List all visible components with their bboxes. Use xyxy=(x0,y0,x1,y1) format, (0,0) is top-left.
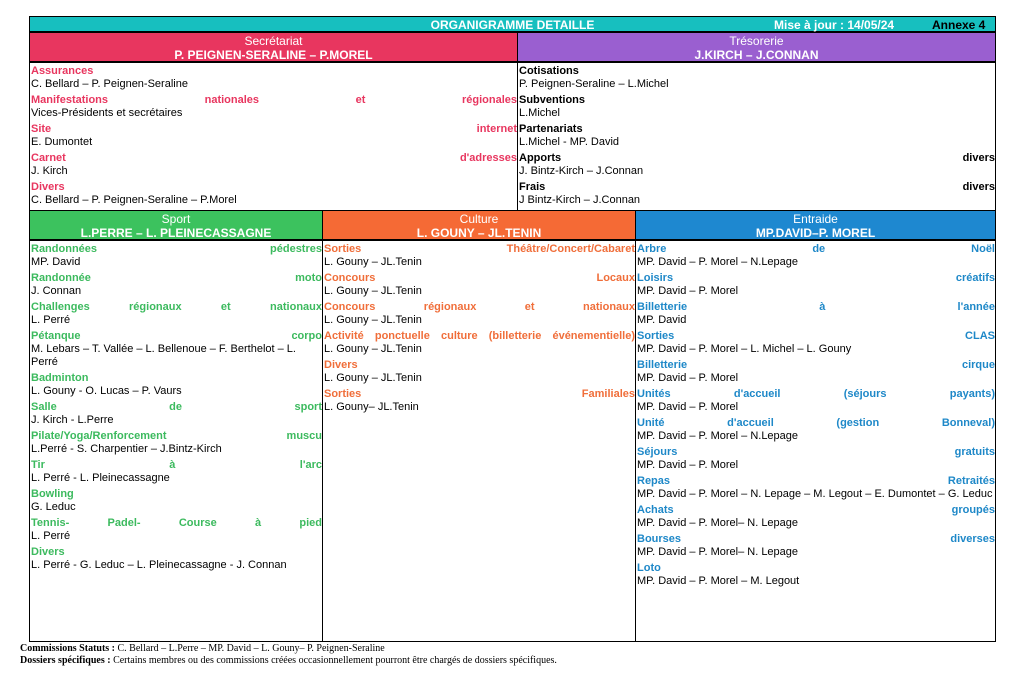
footer-statuts-label: Commissions Statuts : xyxy=(20,643,116,654)
entraide-title: Entraide xyxy=(793,212,838,226)
footer-dossiers-text: Certains membres ou des commissions créées occasionnellement pourront être chargés de dossiers spécifiques. xyxy=(110,655,557,666)
member-names: E. Dumontet xyxy=(31,136,93,148)
secretariat-leads: P. PEIGNEN-SERALINE – P.MOREL xyxy=(174,48,373,62)
member-names: MP. David – P. Morel – N. Lepage – M. Legout – E. Dumontet – G. Leduc xyxy=(637,488,993,500)
sport-leads: L.PERRE – L. PLEINECASSAGNE xyxy=(80,226,272,240)
member-names: J. Kirch xyxy=(31,165,68,177)
member-names: L. Gouny – JL.Tenin xyxy=(324,314,422,326)
category-label: Tennis- Padel- Course à pied xyxy=(31,517,322,529)
member-names: MP. David – P. Morel xyxy=(637,459,739,471)
member-names: L. Gouny – JL.Tenin xyxy=(324,256,422,268)
member-names: MP. David – P. Morel – L. Michel – L. Gouny xyxy=(637,343,852,355)
category-label: Carnet d'adresses xyxy=(31,152,517,164)
member-names: J. Bintz-Kirch – J.Connan xyxy=(519,165,644,177)
sport-title: Sport xyxy=(161,212,191,226)
member-names: MP. David – P. Morel xyxy=(637,285,739,297)
member-names: L. Perré - L. Pleinecassagne xyxy=(31,472,170,484)
member-names: L. Gouny – JL.Tenin xyxy=(324,343,422,355)
member-names: L. Perré - G. Leduc – L. Pleinecassagne - J. Connan xyxy=(31,559,287,571)
category-label: Divers xyxy=(324,359,358,371)
entraide-leads: MP.DAVID–P. MOREL xyxy=(755,226,876,240)
member-names: P. Peignen-Seraline – L.Michel xyxy=(519,78,669,90)
culture-leads: L. GOUNY – JL.TENIN xyxy=(416,226,542,240)
category-label: Loto xyxy=(637,562,661,574)
member-names: C. Bellard – P. Peignen-Seraline – P.Morel xyxy=(31,194,237,206)
tresorerie-cell xyxy=(517,62,996,211)
member-names: Vices-Présidents et secrétaires xyxy=(31,107,183,119)
member-names: L. Gouny– JL.Tenin xyxy=(324,401,419,413)
category-label: Loisirs créatifs xyxy=(637,272,995,284)
member-names: MP. David – P. Morel – M. Legout xyxy=(637,575,800,587)
member-names: MP. David – P. Morel– N. Lepage xyxy=(637,517,799,529)
member-names: MP. David – P. Morel – N.Lepage xyxy=(637,430,799,442)
member-names: L. Perré xyxy=(31,530,71,542)
category-label: Séjours gratuits xyxy=(637,446,995,458)
category-label: Partenariats xyxy=(519,123,583,135)
footer-dossiers-label: Dossiers spécifiques : xyxy=(20,655,111,666)
sport-cell xyxy=(29,240,323,642)
footer xyxy=(20,643,1000,667)
member-names: MP. David – P. Morel xyxy=(637,401,739,413)
secretariat-header xyxy=(29,32,518,62)
member-names: C. Bellard – P. Peignen-Seraline xyxy=(31,78,188,90)
category-label: Arbre de Noël xyxy=(637,243,995,255)
footer-dossiers xyxy=(20,655,1000,667)
entraide-cell xyxy=(635,240,996,642)
category-label: Unité d'accueil (gestion Bonneval) xyxy=(637,417,995,429)
member-names: M. Lebars – T. Vallée – L. Bellenoue – F. Berthelot – L. Perré xyxy=(31,343,296,368)
category-label: Bowling xyxy=(31,488,74,500)
sport-header xyxy=(29,210,323,240)
tresorerie-title: Trésorerie xyxy=(729,34,784,48)
category-label: Tir à l'arc xyxy=(31,459,322,471)
category-label: Badminton xyxy=(31,372,89,384)
footer-statuts xyxy=(20,643,1000,655)
category-label: Cotisations xyxy=(519,65,579,77)
member-names: L. Gouny – JL.Tenin xyxy=(324,285,422,297)
member-names: MP. David – P. Morel– N. Lepage xyxy=(637,546,799,558)
member-names: L.Michel xyxy=(519,107,560,119)
title-bar xyxy=(29,16,996,32)
member-names: L. Gouny - O. Lucas – P. Vaurs xyxy=(31,385,182,397)
category-label: Challenges régionaux et nationaux xyxy=(31,301,322,313)
category-label: Billetterie à l'année xyxy=(637,301,995,313)
category-label: Divers xyxy=(31,546,65,558)
category-label: Manifestations nationales et régionales xyxy=(31,94,517,106)
category-label: Billetterie cirque xyxy=(637,359,995,371)
member-names: MP. David – P. Morel xyxy=(637,372,739,384)
tresorerie-leads: J.KIRCH – J.CONNAN xyxy=(694,48,819,62)
category-label: Assurances xyxy=(31,65,94,77)
tresorerie-header xyxy=(517,32,996,62)
member-names: J Bintz-Kirch – J.Connan xyxy=(519,194,641,206)
member-names: MP. David xyxy=(31,256,81,268)
footer-statuts-text: C. Bellard – L.Perre – MP. David – L. Gouny– P. Peignen-Seraline xyxy=(115,643,385,654)
member-names: L. Perré xyxy=(31,314,71,326)
category-label: Pilate/Yoga/Renforcement muscu xyxy=(31,430,322,442)
category-label: Subventions xyxy=(519,94,586,106)
category-label: Sorties Familiales xyxy=(324,388,635,400)
category-label: Salle de sport xyxy=(31,401,322,413)
update-date: Mise à jour : 14/05/24 xyxy=(774,18,895,32)
category-label: Concours Locaux xyxy=(324,272,635,284)
category-label: Pétanque corpo xyxy=(31,330,322,342)
category-label: Repas Retraités xyxy=(637,475,995,487)
category-label: Randonnée moto xyxy=(31,272,322,284)
member-names: J. Connan xyxy=(31,285,82,297)
category-label: Sorties CLAS xyxy=(637,330,995,342)
member-names: J. Kirch - L.Perre xyxy=(31,414,114,426)
member-names: L.Michel - MP. David xyxy=(519,136,620,148)
member-names: L.Perré - S. Charpentier – J.Bintz-Kirch xyxy=(31,443,222,455)
category-label: Activité ponctuelle culture (billetterie événementielle) xyxy=(324,330,635,342)
member-names: MP. David xyxy=(637,314,687,326)
entraide-header xyxy=(635,210,996,240)
category-label: Site internet xyxy=(31,123,517,135)
category-label: Unités d'accueil (séjours payants) xyxy=(637,388,995,400)
category-label: Apports divers xyxy=(519,152,995,164)
page-title: ORGANIGRAMME DETAILLE xyxy=(430,18,595,32)
category-label: Randonnées pédestres xyxy=(31,243,322,255)
member-names: L. Gouny – JL.Tenin xyxy=(324,372,422,384)
secretariat-title: Secrétariat xyxy=(244,34,303,48)
culture-header xyxy=(322,210,636,240)
culture-title: Culture xyxy=(459,212,499,226)
member-names: MP. David – P. Morel – N.Lepage xyxy=(637,256,799,268)
category-label: Bourses diverses xyxy=(637,533,995,545)
annex-label: Annexe 4 xyxy=(932,18,986,32)
culture-cell xyxy=(322,240,636,642)
category-label: Divers xyxy=(31,181,65,193)
secretariat-cell xyxy=(29,62,518,211)
category-label: Concours régionaux et nationaux xyxy=(324,301,635,313)
category-label: Achats groupés xyxy=(637,504,995,516)
member-names: G. Leduc xyxy=(31,501,76,513)
category-label: Sorties Théâtre/Concert/Cabaret xyxy=(324,243,635,255)
category-label: Frais divers xyxy=(519,181,995,193)
